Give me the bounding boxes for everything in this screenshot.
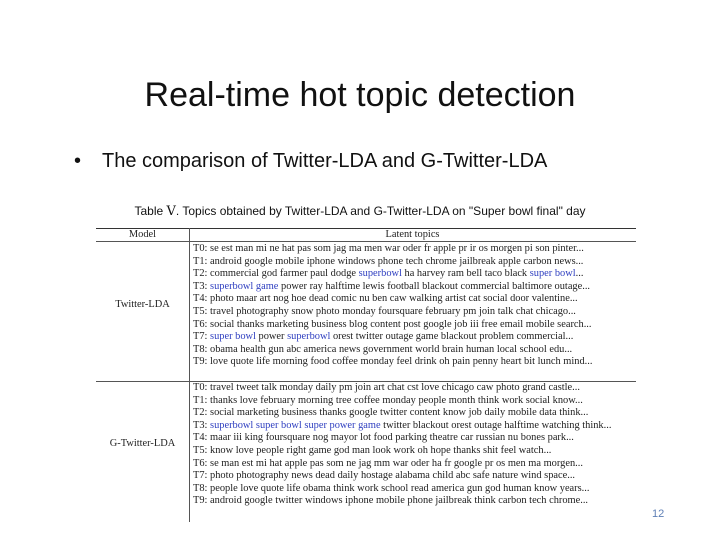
topic-row: [193, 281, 633, 294]
topic-row: T7: photo photography news dead daily hostage alabama child abc safe nature wind space...: [193, 470, 576, 482]
topic-row: T2: social marketing business thanks google twitter content know job daily mobile data think...: [193, 407, 589, 419]
topic-text: power ray halftime lewis football blackout commercial baltimore outage...: [278, 280, 591, 292]
topic-row: T6: se man est mi hat apple pas som ne jag mm war oder ha fr google pr os men ma morgen...: [193, 457, 583, 469]
slide-title: Real-time hot topic detection: [144, 76, 576, 114]
highlight-term: superbowl: [358, 268, 402, 280]
caption-prefix: Table: [134, 204, 164, 218]
caption-table-number: Ⅴ: [166, 204, 176, 219]
page-number: 12: [652, 508, 665, 520]
header-latent-topics: Latent topics: [385, 229, 440, 240]
model-label: G-Twitter-LDA: [109, 438, 176, 449]
caption-text: . Topics obtained by Twitter-LDA and G-Twitter-LDA on "Super bowl final" day: [175, 204, 586, 218]
highlight-term: super bowl: [210, 331, 256, 343]
topic-row: [193, 420, 633, 433]
model-label: Twitter-LDA: [115, 299, 170, 310]
topic-row: T9: android google twitter windows iphone mobile phone jailbreak think carbon tech chrome...: [193, 495, 589, 507]
highlight-term: super bowl: [529, 268, 576, 280]
topic-row: T5: know love people right game god man look work oh hope thanks shit feel watch...: [193, 444, 552, 456]
topic-text: T2: commercial god farmer paul dodge: [193, 268, 359, 280]
topic-row: T8: people love quote life obama think work school read america gun god human know years...: [193, 482, 590, 494]
topic-text: power: [255, 331, 288, 343]
topic-row: T0: travel tweet talk monday daily pm join art chat cst love chicago caw photo grand castle...: [193, 382, 580, 393]
topic-text: T3:: [193, 419, 211, 431]
topic-text: twitter blackout orest outage halftime watching think...: [380, 419, 612, 431]
highlight-term: superbowl game: [210, 280, 279, 292]
topic-row: T8: obama health gun abc america news government world brain human local school edu...: [193, 343, 573, 355]
highlight-term: superbowl: [287, 331, 331, 343]
topic-text: ha harvey ram bell taco black: [401, 268, 530, 280]
topic-row: T6: social thanks marketing business blog content post google job iii free email mobile search...: [193, 318, 592, 330]
table-header-rule: [96, 241, 636, 242]
topic-rows: [193, 243, 633, 369]
topic-row: T0: se est man mi ne hat pas som jag ma men war oder fr apple pr ir os morgen pi son pinter...: [193, 243, 584, 254]
topic-row: T9: love quote life morning food coffee monday feel drink oh pain penny heart bit lunch mind...: [193, 356, 593, 368]
topic-row: T1: android google mobile iphone windows phone tech chrome jailbreak apple carbon news...: [193, 255, 584, 267]
bullet-item: [74, 150, 547, 173]
topic-row: T4: maar iii king foursquare nog mayor lot food parking theatre car russian nu bones park...: [193, 432, 574, 444]
highlight-term: superbowl super bowl super power game: [210, 419, 381, 431]
topic-text: ...: [575, 268, 584, 280]
bullet-icon: •: [74, 150, 82, 172]
topic-rows: [193, 382, 633, 508]
table-caption: [0, 204, 720, 219]
topic-text: T7:: [193, 331, 211, 343]
topic-row: [193, 331, 633, 344]
bullet-text: The comparison of Twitter-LDA and G-Twitter-LDA: [102, 150, 548, 172]
topic-row: [193, 268, 633, 281]
topic-text: orest twitter outage game blackout problem commercial...: [330, 331, 574, 343]
topic-text: T3:: [193, 280, 211, 292]
topic-row: T4: photo maar art nog hoe dead comic nu ben caw walking artist cat social door valentine...: [193, 293, 578, 305]
header-model: Model: [128, 229, 157, 240]
topic-row: T1: thanks love february morning tree coffee monday people month think work social know...: [193, 394, 583, 406]
topic-row: T5: travel photography snow photo monday foursquare february pm join talk chat chicago...: [193, 305, 576, 317]
topics-table: [96, 225, 636, 523]
table-column-divider: [189, 228, 190, 522]
